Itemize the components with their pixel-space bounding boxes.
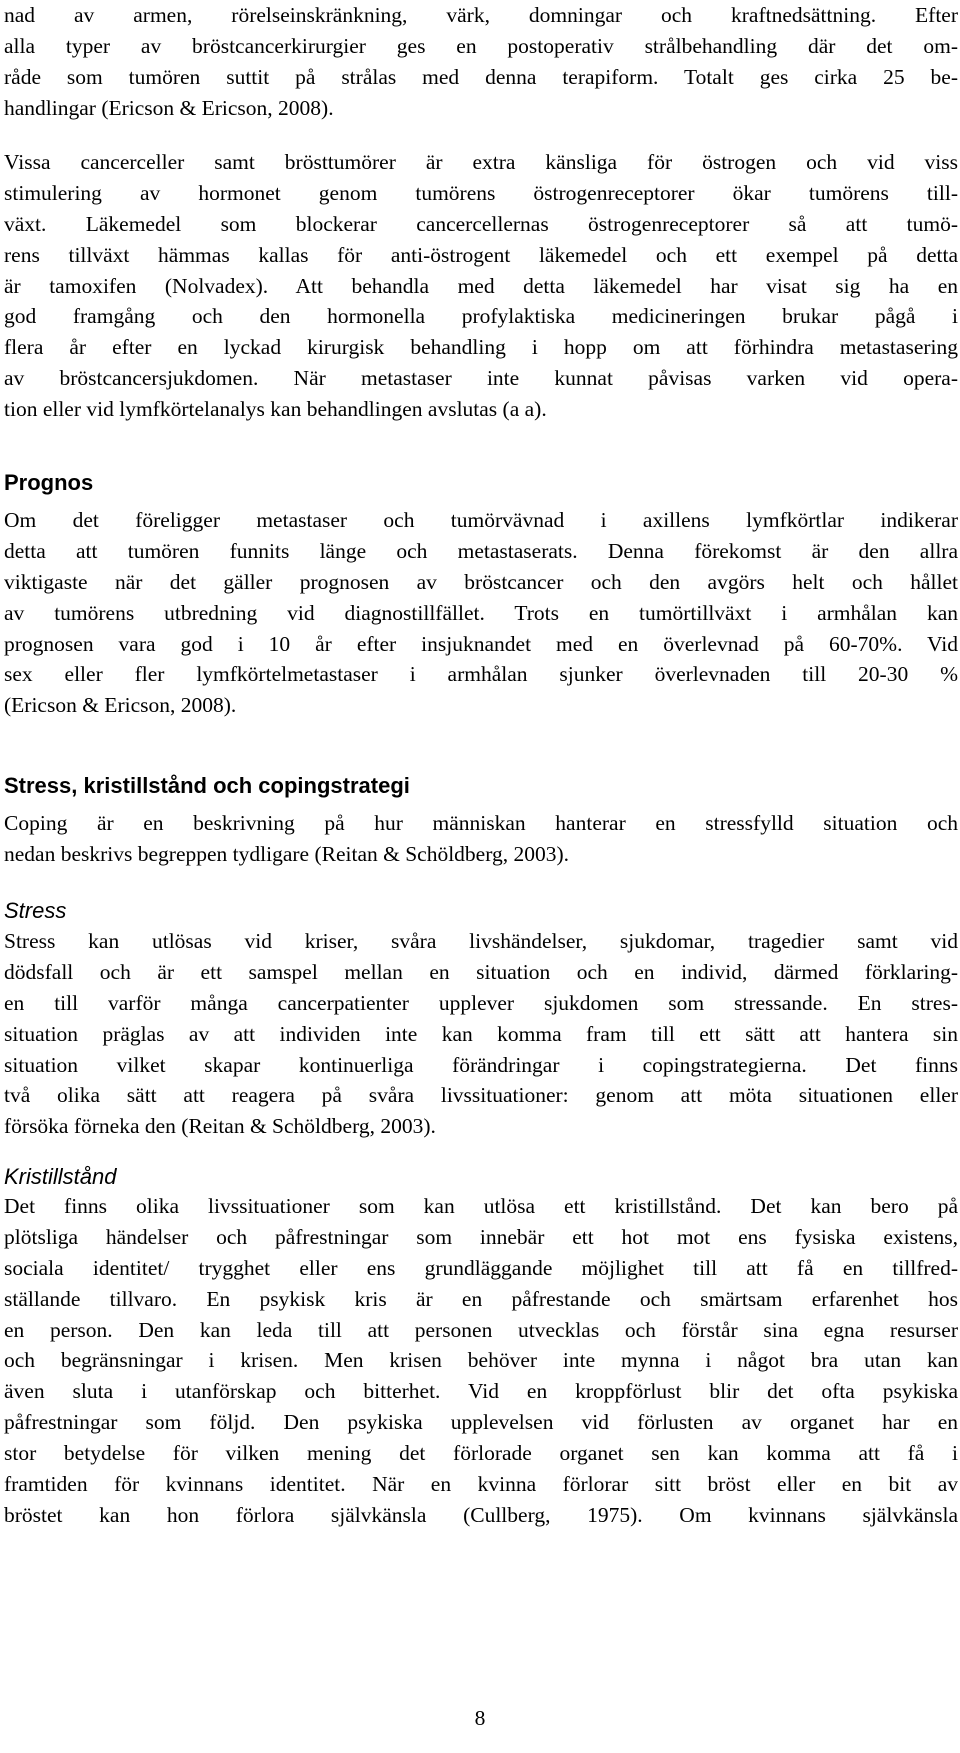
text-line: framtiden för kvinnans identitet. När en kvinna förlorar sitt bröst eller en bit av xyxy=(4,1472,958,1497)
text-line: stor betydelse för vilken mening det förlorade organet sen kan komma att få i xyxy=(4,1441,958,1466)
text-line: prognosen vara god i 10 år efter insjuknandet med en överlevnad på 60-70%. Vid xyxy=(4,631,958,656)
text-line: stimulering av hormonet genom tumörens östrogenreceptorer ökar tumörens till- xyxy=(4,180,958,205)
text-line: och begränsningar i krisen. Men krisen behöver inte mynna i något bra utan kan xyxy=(4,1348,958,1373)
text-line: växt. Läkemedel som blockerar cancercellernas östrogenreceptorer så att tumö- xyxy=(4,211,958,236)
subheading-stress: Stress xyxy=(4,898,67,923)
text-line: av tumörens utbredning vid diagnostillfället. Trots en tumörtillväxt i armhålan kan xyxy=(4,600,958,625)
text-line: försöka förneka den (Reitan & Schöldberg, 2003). xyxy=(4,1114,436,1139)
paragraph-kristillstand xyxy=(4,1191,958,1531)
text-line: (Ericson & Ericson, 2008). xyxy=(4,693,237,718)
text-line: flera år efter en lyckad kirurgisk behandling i hopp om att förhindra metastasering xyxy=(4,335,958,360)
text-line: påfrestningar som följd. Den psykiska upplevelsen vid förlusten av organet har en xyxy=(4,1410,958,1435)
text-line: en person. Den kan leda till att personen utvecklas och förstår sina egna resurser xyxy=(4,1317,958,1342)
text-line: två olika sätt att reagera på svåra livssituationer: genom att möta situationen eller xyxy=(4,1083,958,1108)
paragraph-prognos xyxy=(4,505,958,721)
text-line: nad av armen, rörelseinskränkning, värk, domningar och kraftnedsättning. Efter xyxy=(4,3,958,27)
text-line: sociala identitet/ trygghet eller ens grundläggande möjlighet till att få en tillfred- xyxy=(4,1255,958,1280)
text-line: situation präglas av att individen inte kan komma fram till ett sätt att hantera sin xyxy=(4,1021,958,1046)
section-heading-stress-coping: Stress, kristillstånd och copingstrategi xyxy=(4,773,410,798)
text-line: plötsliga händelser och påfrestningar som innebär ett hot mot ens fysiska existens, xyxy=(4,1224,958,1249)
text-line: även sluta i utanförskap och bitterhet. Vid en kroppförlust blir det ofta psykiska xyxy=(4,1379,958,1404)
text-line: Vissa cancerceller samt brösttumörer är extra känsliga för östrogen och vid viss xyxy=(4,150,958,174)
text-line: sex eller fler lymfkörtelmetastaser i armhålan sjunker överlevnaden till 20-30 % xyxy=(4,662,958,687)
text-line: en till varför många cancerpatienter upplever sjukdomen som stressande. En stres- xyxy=(4,990,958,1015)
text-line: viktigaste när det gäller prognosen av bröstcancer och den avgörs helt och hållet xyxy=(4,569,958,594)
text-line: situation vilket skapar kontinuerliga förändringar i copingstrategierna. Det finns xyxy=(4,1052,958,1077)
text-line: dödsfall och är ett samspel mellan en situation och en individ, därmed förklaring- xyxy=(4,959,958,984)
text-line: nedan beskrivs begreppen tydligare (Reitan & Schöldberg, 2003). xyxy=(4,841,570,866)
text-line: råde som tumören suttit på strålas med denna terapiform. Totalt ges cirka 25 be- xyxy=(4,64,958,89)
text-line: detta att tumören funnits länge och metastaserats. Denna förekomst är den allra xyxy=(4,538,958,563)
text-line: ställande tillvaro. En psykisk kris är en påfrestande och smärtsam erfarenhet hos xyxy=(4,1286,958,1311)
text-line: bröstet kan hon förlora självkänsla (Cullberg, 1975). Om kvinnans självkänsla xyxy=(4,1502,958,1527)
paragraph-stress xyxy=(4,926,958,1142)
text-line: är tamoxifen (Nolvadex). Att behandla med detta läkemedel har visat sig ha en xyxy=(4,273,958,298)
paragraph-hormone-therapy xyxy=(4,147,958,425)
text-line: Det finns olika livssituationer som kan utlösa ett kristillstånd. Det kan bero på xyxy=(4,1194,958,1218)
text-line: Om det föreligger metastaser och tumörvävnad i axillens lymfkörtlar indikerar xyxy=(4,508,958,532)
paragraph-coping xyxy=(4,808,958,870)
text-line: Stress kan utlösas vid kriser, svåra livshändelser, sjukdomar, tragedier samt vid xyxy=(4,929,958,953)
text-line: alla typer av bröstcancerkirurgier ges en postoperativ strålbehandling där det om- xyxy=(4,33,958,58)
text-line: god framgång och den hormonella profylaktiska medicineringen brukar pågå i xyxy=(4,304,958,329)
text-line: Coping är en beskrivning på hur människan hanterar en stressfylld situation och xyxy=(4,811,958,835)
section-heading-prognos: Prognos xyxy=(4,470,94,495)
text-line: handlingar (Ericson & Ericson, 2008). xyxy=(4,95,334,120)
text-line: av bröstcancersjukdomen. När metastaser inte kunnat påvisas varken vid opera- xyxy=(4,366,958,391)
text-line: tion eller vid lymfkörtelanalys kan behandlingen avslutas (a a). xyxy=(4,397,547,422)
subheading-kristillstand: Kristillstånd xyxy=(4,1164,117,1189)
page-number: 8 xyxy=(474,1706,486,1730)
text-line: rens tillväxt hämmas kallas för anti-östrogent läkemedel och ett exempel på detta xyxy=(4,242,958,267)
paragraph-treatment-end xyxy=(4,0,958,124)
